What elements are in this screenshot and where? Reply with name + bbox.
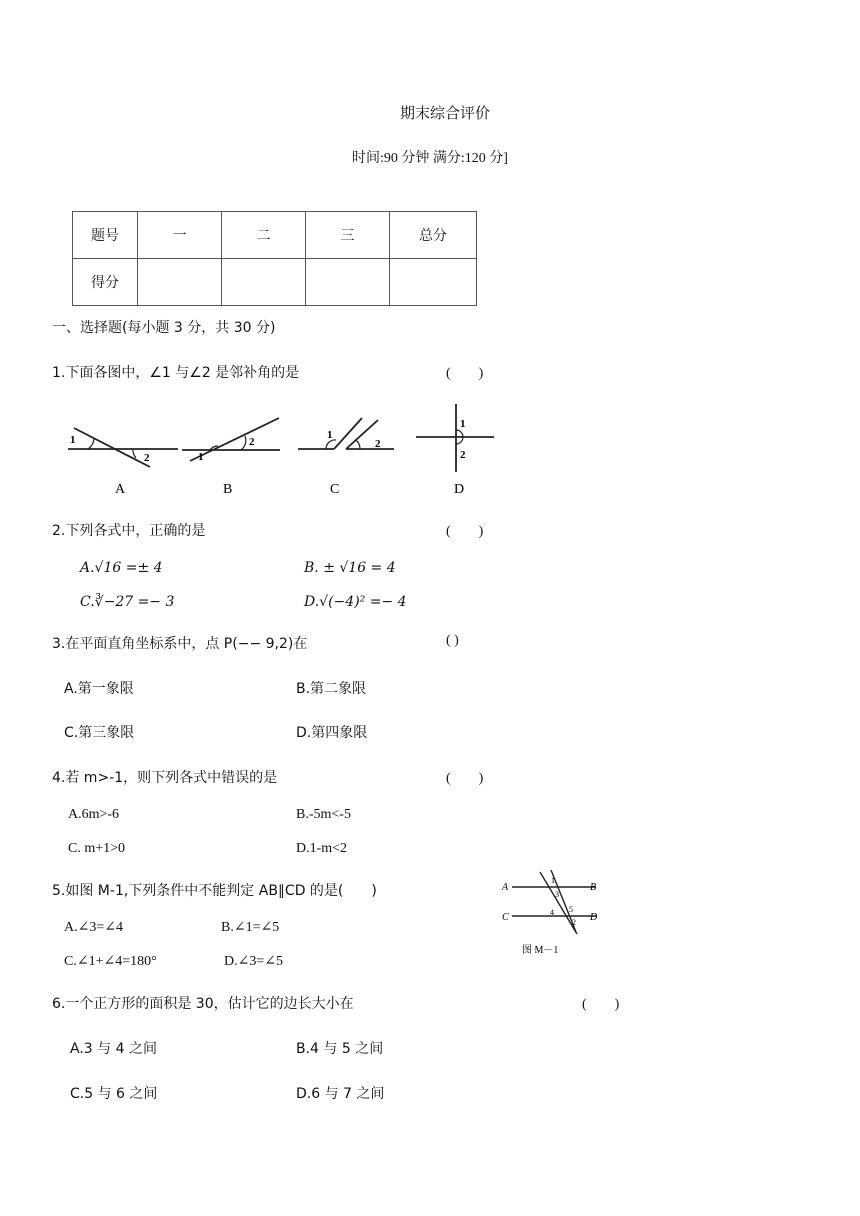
- exam-subtitle: 时间:90 分钟 满分:120 分]: [352, 151, 508, 166]
- angle-label: 2: [572, 918, 576, 927]
- section-heading: 一、选择题(每小题 3 分，共 30 分): [52, 320, 276, 336]
- point-label: D: [590, 912, 598, 923]
- angle-label: 1: [551, 876, 555, 885]
- score-table-header-row: [73, 212, 477, 259]
- angle-label: 1: [198, 451, 204, 463]
- question-3-option-d: D.第四象限: [296, 725, 368, 741]
- figure-label: B: [223, 482, 233, 497]
- question-6-option-d: D.6 与 7 之间: [296, 1086, 385, 1102]
- angle-label: 2: [249, 436, 255, 448]
- question-3-option-c: C.第三象限: [64, 725, 135, 741]
- angle-label: 2: [144, 452, 150, 464]
- figure-caption: 图 M－1: [522, 945, 559, 956]
- score-input-cell: [222, 259, 306, 306]
- question-5-option-a: A.∠3=∠4: [64, 920, 123, 935]
- question-3-option-a: A.第一象限: [64, 681, 134, 697]
- angle-label: 1: [70, 434, 76, 446]
- question-2-option-a: A.√16 =± 4: [80, 560, 163, 576]
- figure-c: [298, 418, 394, 497]
- question-1-answer-paren: ( ): [446, 366, 484, 381]
- question-1-stem: 1.下面各图中，∠1 与∠2 是邻补角的是: [52, 365, 300, 381]
- score-input-cell: [390, 259, 477, 306]
- angle-label: 3: [555, 890, 559, 899]
- table-cell: 得分: [73, 259, 138, 306]
- table-cell: 总分: [390, 212, 477, 259]
- question-6-stem: 6.一个正方形的面积是 30，估计它的边长大小在: [52, 996, 354, 1012]
- question-4-option-c: C. m+1>0: [68, 841, 126, 856]
- question-3-answer-paren: ( ): [446, 633, 459, 648]
- angle-label: 2: [375, 438, 381, 450]
- table-cell: 一: [138, 212, 222, 259]
- question-2-stem: 2.下列各式中，正确的是: [52, 523, 206, 539]
- question-5-option-c: C.∠1+∠4=180°: [64, 954, 157, 969]
- point-label: B: [590, 882, 597, 893]
- figure-label: A: [115, 482, 126, 497]
- question-4-option-b: B.-5m<-5: [296, 807, 351, 822]
- figure-b: [182, 418, 280, 497]
- question-4-stem: 4.若 m>-1，则下列各式中错误的是: [52, 770, 278, 786]
- question-5-stem: 5.如图 M-1,下列条件中不能判定 AB∥CD 的是( ): [52, 883, 377, 899]
- question-5-option-b: B.∠1=∠5: [221, 920, 280, 935]
- question-6-option-b: B.4 与 5 之间: [296, 1041, 384, 1057]
- angle-label: 1: [460, 418, 466, 430]
- angle-label: 1: [327, 429, 333, 441]
- angle-label: 4: [550, 908, 554, 917]
- question-2-option-d: D.√(−4)² =− 4: [304, 594, 407, 610]
- question-2-option-b: B. ± √16 = 4: [304, 560, 396, 576]
- figure-m1: [498, 868, 608, 960]
- angle-label: 5: [569, 905, 573, 914]
- question-4-answer-paren: ( ): [446, 771, 484, 786]
- question-5-option-d: D.∠3=∠5: [224, 954, 283, 969]
- question-4-option-d: D.1-m<2: [296, 841, 348, 856]
- table-cell: 二: [222, 212, 306, 259]
- score-input-cell: [306, 259, 390, 306]
- question-3-stem: 3.在平面直角坐标系中，点 P(−− 9,2)在: [52, 636, 308, 652]
- question-4-option-a: A.6m>-6: [68, 807, 120, 822]
- question-3-option-b: B.第二象限: [296, 681, 367, 697]
- table-cell: 题号: [73, 212, 138, 259]
- question-6-answer-paren: ( ): [582, 997, 620, 1012]
- figure-label: C: [330, 482, 340, 497]
- score-table-score-row: [73, 259, 477, 306]
- figure-a: [68, 428, 178, 497]
- score-table: [72, 211, 477, 306]
- question-1-figures: [60, 398, 510, 502]
- question-6-option-a: A.3 与 4 之间: [70, 1041, 157, 1057]
- angle-label: 2: [460, 449, 466, 461]
- point-label: A: [502, 882, 509, 893]
- question-2-option-c: C.∛−27 =− 3: [80, 594, 175, 610]
- figure-label: D: [454, 482, 465, 497]
- table-cell: 三: [306, 212, 390, 259]
- point-label: C: [502, 912, 509, 923]
- figure-d: [416, 404, 494, 497]
- question-2-answer-paren: ( ): [446, 524, 484, 539]
- score-input-cell: [138, 259, 222, 306]
- exam-title: 期末综合评价: [399, 104, 490, 122]
- question-6-option-c: C.5 与 6 之间: [70, 1086, 158, 1102]
